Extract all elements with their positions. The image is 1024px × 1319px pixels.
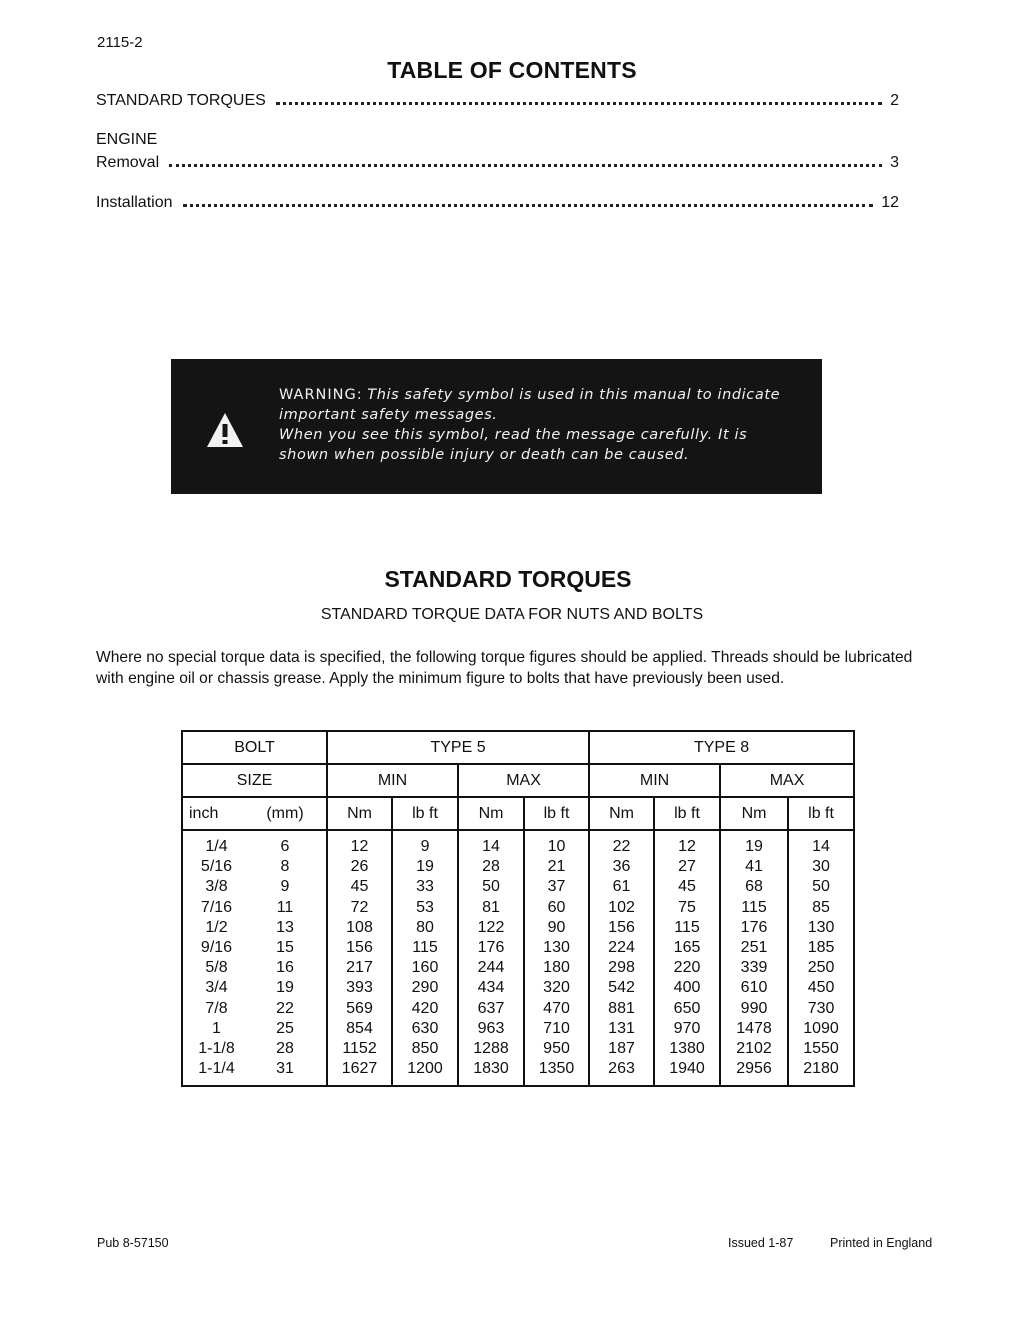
toc-entry-installation[interactable] <box>96 190 899 212</box>
header-lbft: lb ft <box>654 797 720 830</box>
warning-line-1: This safety symbol is used in this manual to indicate important safety messages. <box>279 387 781 423</box>
cell-t5-max-nm: 1830 <box>458 1059 524 1086</box>
cell-t5-max-lbft: 10 <box>524 830 589 857</box>
cell-t8-max-lbft: 1090 <box>788 1019 854 1039</box>
table-row <box>182 918 854 938</box>
cell-inch: 3/8 <box>182 877 244 897</box>
table-row <box>182 857 854 877</box>
table-row <box>182 877 854 897</box>
cell-t8-min-lbft: 220 <box>654 958 720 978</box>
cell-mm: 19 <box>244 978 327 998</box>
toc-leader-dots <box>276 102 882 105</box>
cell-t8-max-lbft: 1550 <box>788 1039 854 1059</box>
cell-inch: 3/4 <box>182 978 244 998</box>
cell-t5-max-nm: 122 <box>458 918 524 938</box>
toc-entry-page: 12 <box>881 194 899 211</box>
cell-t5-max-lbft: 710 <box>524 1019 589 1039</box>
cell-t5-min-nm: 26 <box>327 857 392 877</box>
cell-t8-min-nm: 22 <box>589 830 654 857</box>
standard-torques-subtitle: STANDARD TORQUE DATA FOR NUTS AND BOLTS <box>320 606 704 623</box>
cell-mm: 6 <box>244 830 327 857</box>
cell-inch: 5/16 <box>182 857 244 877</box>
cell-t8-min-nm: 263 <box>589 1059 654 1086</box>
cell-t8-min-lbft: 45 <box>654 877 720 897</box>
cell-inch: 1/2 <box>182 918 244 938</box>
header-type5-max: MAX <box>458 764 589 797</box>
cell-inch: 7/16 <box>182 898 244 918</box>
cell-t8-min-lbft: 1940 <box>654 1059 720 1086</box>
table-row <box>182 958 854 978</box>
cell-t5-max-nm: 963 <box>458 1019 524 1039</box>
cell-t8-min-nm: 881 <box>589 999 654 1019</box>
cell-inch: 7/8 <box>182 999 244 1019</box>
cell-t8-min-lbft: 12 <box>654 830 720 857</box>
header-lbft: lb ft <box>524 797 589 830</box>
header-type-5: TYPE 5 <box>327 731 589 764</box>
table-row <box>182 1019 854 1039</box>
cell-t8-max-nm: 1478 <box>720 1019 788 1039</box>
cell-t5-max-nm: 244 <box>458 958 524 978</box>
cell-t5-min-lbft: 33 <box>392 877 458 897</box>
cell-t8-min-nm: 187 <box>589 1039 654 1059</box>
cell-t5-max-lbft: 130 <box>524 938 589 958</box>
cell-t8-min-lbft: 1380 <box>654 1039 720 1059</box>
cell-t8-max-nm: 41 <box>720 857 788 877</box>
cell-t8-min-nm: 542 <box>589 978 654 998</box>
header-nm: Nm <box>589 797 654 830</box>
cell-t5-max-lbft: 950 <box>524 1039 589 1059</box>
cell-t8-max-lbft: 730 <box>788 999 854 1019</box>
cell-t8-max-nm: 990 <box>720 999 788 1019</box>
cell-mm: 28 <box>244 1039 327 1059</box>
cell-mm: 22 <box>244 999 327 1019</box>
cell-t5-min-nm: 108 <box>327 918 392 938</box>
cell-t8-max-lbft: 50 <box>788 877 854 897</box>
torque-table <box>181 730 855 1087</box>
cell-t5-max-nm: 1288 <box>458 1039 524 1059</box>
cell-t8-min-nm: 36 <box>589 857 654 877</box>
document-id: 2115-2 <box>97 34 143 51</box>
table-row <box>182 999 854 1019</box>
cell-t5-max-nm: 28 <box>458 857 524 877</box>
header-bolt: BOLT <box>182 731 327 764</box>
cell-t5-min-nm: 393 <box>327 978 392 998</box>
warning-text <box>279 385 799 465</box>
footer-publication-number: Pub 8-57150 <box>97 1236 169 1250</box>
header-type5-min: MIN <box>327 764 458 797</box>
cell-t8-max-nm: 19 <box>720 830 788 857</box>
table-row <box>182 938 854 958</box>
torque-table-body <box>182 830 854 1086</box>
cell-t5-min-lbft: 420 <box>392 999 458 1019</box>
cell-t8-max-lbft: 14 <box>788 830 854 857</box>
cell-inch: 1-1/4 <box>182 1059 244 1086</box>
cell-t5-max-lbft: 320 <box>524 978 589 998</box>
cell-mm: 15 <box>244 938 327 958</box>
header-inch: inch <box>182 797 244 830</box>
cell-t5-max-nm: 637 <box>458 999 524 1019</box>
cell-t5-min-nm: 217 <box>327 958 392 978</box>
cell-t5-min-lbft: 115 <box>392 938 458 958</box>
cell-t5-max-lbft: 90 <box>524 918 589 938</box>
table-row <box>182 1059 854 1086</box>
cell-t5-min-nm: 1152 <box>327 1039 392 1059</box>
cell-t5-max-lbft: 60 <box>524 898 589 918</box>
cell-t8-min-nm: 224 <box>589 938 654 958</box>
cell-t8-min-lbft: 27 <box>654 857 720 877</box>
warning-line-2: When you see this symbol, read the message carefully. It is shown when possible injury or death can be caused. <box>279 427 748 463</box>
cell-mm: 8 <box>244 857 327 877</box>
header-type8-max: MAX <box>720 764 854 797</box>
cell-t5-max-nm: 176 <box>458 938 524 958</box>
cell-t5-min-lbft: 290 <box>392 978 458 998</box>
cell-t5-max-lbft: 21 <box>524 857 589 877</box>
warning-triangle-icon <box>205 411 245 449</box>
cell-t5-max-lbft: 180 <box>524 958 589 978</box>
header-nm: Nm <box>458 797 524 830</box>
cell-inch: 5/8 <box>182 958 244 978</box>
cell-t8-max-lbft: 85 <box>788 898 854 918</box>
cell-t8-max-nm: 68 <box>720 877 788 897</box>
table-row <box>182 978 854 998</box>
cell-t5-min-nm: 1627 <box>327 1059 392 1086</box>
cell-t8-min-nm: 102 <box>589 898 654 918</box>
cell-t8-max-nm: 251 <box>720 938 788 958</box>
cell-inch: 9/16 <box>182 938 244 958</box>
standard-torques-paragraph: Where no special torque data is specified, the following torque figures should be applied. Threads should be lubricated with engine oil or chassis grease. Apply the minimum figure to bolts that have previously been used. <box>96 649 913 687</box>
cell-t8-max-nm: 176 <box>720 918 788 938</box>
toc-entry-page: 3 <box>890 154 899 171</box>
cell-t5-min-nm: 12 <box>327 830 392 857</box>
cell-t8-max-nm: 339 <box>720 958 788 978</box>
header-size: SIZE <box>182 764 327 797</box>
cell-t5-max-nm: 14 <box>458 830 524 857</box>
header-nm: Nm <box>327 797 392 830</box>
toc-title: TABLE OF CONTENTS <box>387 57 637 83</box>
cell-t8-min-nm: 298 <box>589 958 654 978</box>
cell-mm: 11 <box>244 898 327 918</box>
toc-entry-page: 2 <box>890 92 899 109</box>
cell-t5-max-nm: 81 <box>458 898 524 918</box>
table-row <box>182 898 854 918</box>
cell-mm: 25 <box>244 1019 327 1039</box>
toc-entry-removal[interactable] <box>96 150 899 172</box>
cell-t5-min-lbft: 53 <box>392 898 458 918</box>
cell-t5-min-lbft: 160 <box>392 958 458 978</box>
cell-t8-min-lbft: 165 <box>654 938 720 958</box>
cell-t8-max-lbft: 450 <box>788 978 854 998</box>
cell-t5-min-nm: 72 <box>327 898 392 918</box>
cell-t5-max-lbft: 470 <box>524 999 589 1019</box>
footer-printed: Printed in England <box>830 1236 933 1250</box>
header-row-1 <box>182 731 854 764</box>
header-type-8: TYPE 8 <box>589 731 854 764</box>
cell-mm: 16 <box>244 958 327 978</box>
toc-entry-label: STANDARD TORQUES <box>96 92 266 109</box>
table-row <box>182 1039 854 1059</box>
warning-lead: WARNING: <box>279 387 363 403</box>
cell-t8-min-lbft: 400 <box>654 978 720 998</box>
toc-entry-label: Installation <box>96 194 173 211</box>
cell-t5-min-nm: 854 <box>327 1019 392 1039</box>
cell-t5-min-nm: 156 <box>327 938 392 958</box>
header-nm: Nm <box>720 797 788 830</box>
cell-t5-min-nm: 569 <box>327 999 392 1019</box>
cell-t5-min-lbft: 80 <box>392 918 458 938</box>
cell-t5-max-nm: 434 <box>458 978 524 998</box>
cell-inch: 1-1/8 <box>182 1039 244 1059</box>
cell-t8-max-nm: 2102 <box>720 1039 788 1059</box>
cell-t5-min-nm: 45 <box>327 877 392 897</box>
cell-t8-min-nm: 131 <box>589 1019 654 1039</box>
cell-t5-min-lbft: 1200 <box>392 1059 458 1086</box>
cell-t5-max-lbft: 1350 <box>524 1059 589 1086</box>
toc-leader-dots <box>169 164 882 167</box>
cell-t8-min-lbft: 650 <box>654 999 720 1019</box>
cell-t5-max-lbft: 37 <box>524 877 589 897</box>
cell-mm: 31 <box>244 1059 327 1086</box>
header-lbft: lb ft <box>788 797 854 830</box>
cell-t8-max-lbft: 30 <box>788 857 854 877</box>
cell-t5-min-lbft: 9 <box>392 830 458 857</box>
cell-t8-min-nm: 156 <box>589 918 654 938</box>
cell-t8-max-nm: 2956 <box>720 1059 788 1086</box>
standard-torques-title: STANDARD TORQUES <box>384 566 632 592</box>
header-type8-min: MIN <box>589 764 720 797</box>
toc-section-heading-engine: ENGINE <box>96 131 158 148</box>
header-lbft: lb ft <box>392 797 458 830</box>
cell-t8-min-lbft: 115 <box>654 918 720 938</box>
header-row-2 <box>182 764 854 797</box>
cell-t5-min-lbft: 850 <box>392 1039 458 1059</box>
cell-t8-max-lbft: 130 <box>788 918 854 938</box>
footer-issued: Issued 1-87 <box>728 1236 794 1250</box>
cell-inch: 1/4 <box>182 830 244 857</box>
cell-t8-min-nm: 61 <box>589 877 654 897</box>
cell-t8-max-lbft: 2180 <box>788 1059 854 1086</box>
cell-t8-min-lbft: 970 <box>654 1019 720 1039</box>
cell-t8-min-lbft: 75 <box>654 898 720 918</box>
cell-t8-max-lbft: 185 <box>788 938 854 958</box>
header-row-3 <box>182 797 854 830</box>
cell-t8-max-lbft: 250 <box>788 958 854 978</box>
cell-mm: 13 <box>244 918 327 938</box>
cell-inch: 1 <box>182 1019 244 1039</box>
cell-mm: 9 <box>244 877 327 897</box>
cell-t5-min-lbft: 630 <box>392 1019 458 1039</box>
cell-t8-max-nm: 610 <box>720 978 788 998</box>
toc-entry-standard-torques[interactable] <box>96 88 899 110</box>
cell-t5-max-nm: 50 <box>458 877 524 897</box>
toc-entry-label: Removal <box>96 154 160 171</box>
toc-leader-dots <box>183 204 874 207</box>
cell-t8-max-nm: 115 <box>720 898 788 918</box>
header-mm: (mm) <box>244 797 327 830</box>
cell-t5-min-lbft: 19 <box>392 857 458 877</box>
warning-box <box>171 359 822 494</box>
table-row <box>182 830 854 857</box>
